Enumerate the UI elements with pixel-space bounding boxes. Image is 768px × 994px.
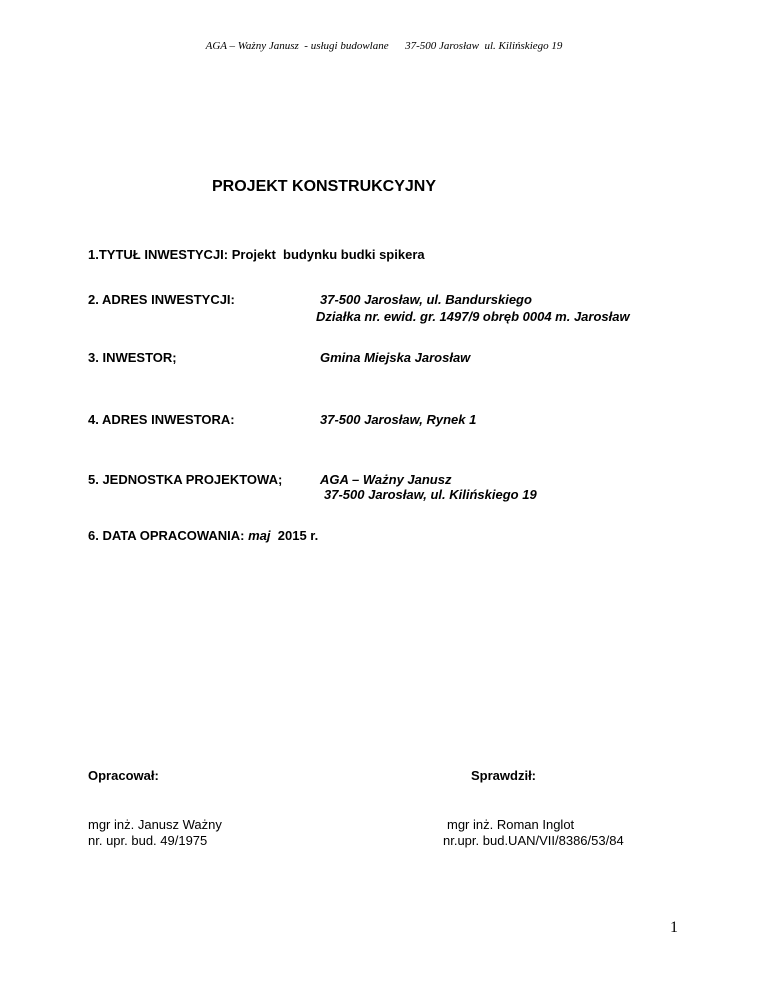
- design-unit-line1: AGA – Ważny Janusz: [320, 472, 452, 487]
- page-number: 1: [670, 919, 678, 936]
- investor-address-value: 37-500 Jarosław, Rynek 1: [320, 412, 477, 427]
- header-address: 37-500 Jarosław ul. Kilińskiego 19: [405, 40, 563, 52]
- prepared-name: mgr inż. Janusz Ważny: [88, 817, 222, 832]
- date-row: [88, 528, 318, 543]
- investment-address-line1: 37-500 Jarosław, ul. Bandurskiego: [320, 292, 532, 307]
- header-company: AGA – Ważny Janusz - usługi budowlane: [205, 40, 389, 52]
- date-label: 6. DATA OPRACOWANIA:: [88, 528, 245, 543]
- date-month: maj: [248, 528, 271, 543]
- checked-license: nr.upr. bud.UAN/VII/8386/53/84: [443, 833, 624, 848]
- document-title: PROJEKT KONSTRUKCYJNY: [212, 178, 437, 195]
- investment-title: 1.TYTUŁ INWESTYCJI: Projekt budynku budki spikera: [88, 247, 425, 262]
- checked-label: Sprawdził:: [471, 768, 537, 783]
- investor-address-label: 4. ADRES INWESTORA:: [88, 412, 235, 427]
- design-unit-label: 5. JEDNOSTKA PROJEKTOWA;: [88, 472, 283, 487]
- page-header: [0, 40, 768, 52]
- checked-name: mgr inż. Roman Inglot: [447, 817, 575, 832]
- prepared-license: nr. upr. bud. 49/1975: [88, 833, 208, 848]
- prepared-label: Opracował:: [88, 768, 159, 783]
- investment-address-label: 2. ADRES INWESTYCJI:: [88, 292, 235, 307]
- investor-label: 3. INWESTOR;: [88, 350, 177, 365]
- date-year: 2015 r.: [277, 528, 319, 543]
- investor-value: Gmina Miejska Jarosław: [320, 350, 471, 365]
- investment-address-line2: Działka nr. ewid. gr. 1497/9 obręb 0004 m. Jarosław: [316, 309, 630, 324]
- design-unit-line2: 37-500 Jarosław, ul. Kilińskiego 19: [324, 487, 537, 502]
